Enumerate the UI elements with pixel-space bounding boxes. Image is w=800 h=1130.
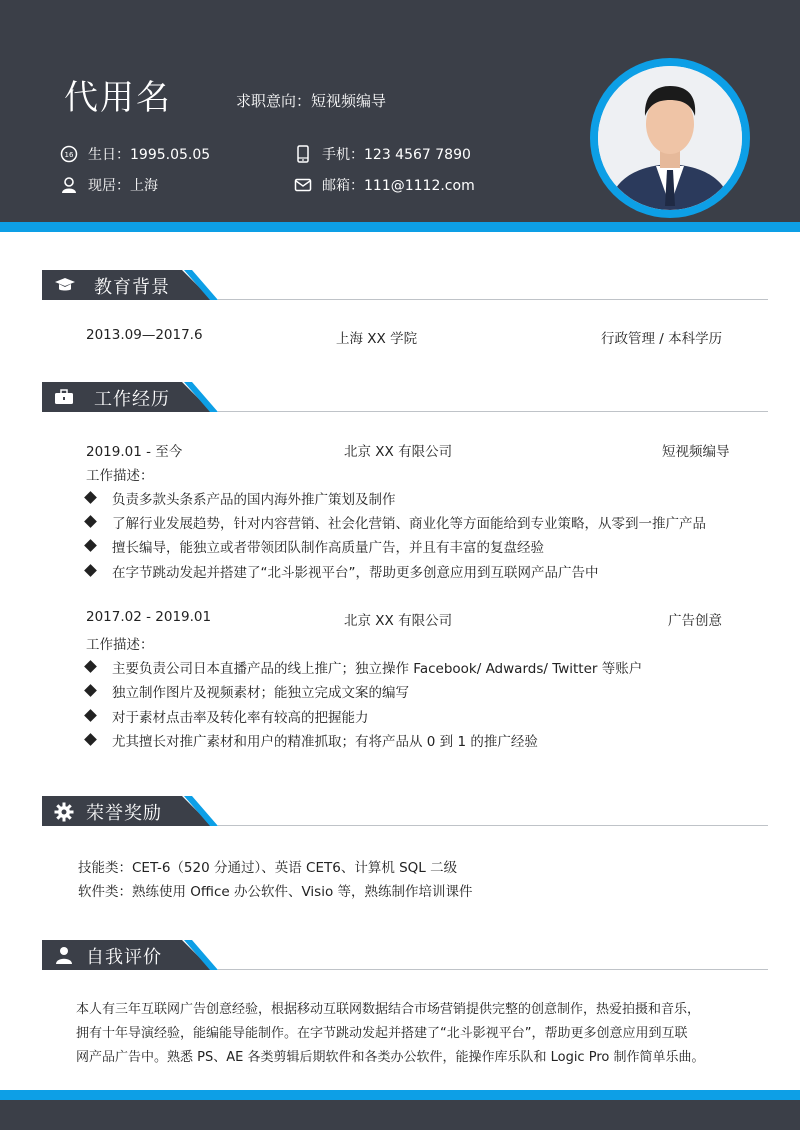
job-duty: 负责多款头条系产品的国内海外推广策划及制作 — [112, 492, 396, 508]
job-duty: 尤其擅长对推广素材和用户的精准抓取；有将产品从 0 到 1 的推广经验 — [112, 734, 538, 750]
honors-section-header — [42, 796, 768, 828]
residence-text: 现居：上海 — [88, 178, 158, 194]
education-school: 上海 XX 学院 — [336, 331, 418, 347]
job-desc-label: 工作描述： — [86, 637, 154, 653]
footer-bar — [0, 1100, 800, 1130]
birthday-icon — [60, 145, 78, 163]
email-text: 邮箱：111@1112.com — [322, 178, 475, 194]
profile-photo — [598, 66, 742, 210]
candidate-name: 代用名 — [64, 78, 172, 118]
diamond-bullet-icon — [84, 539, 97, 552]
mail-icon — [294, 176, 312, 194]
person-icon — [54, 946, 74, 964]
job-duty: 在字节跳动发起并搭建了“北斗影视平台”，帮助更多创意应用到互联网产品广告中 — [112, 565, 599, 581]
diamond-bullet-icon — [84, 660, 97, 673]
section-title: 教育背景 — [94, 277, 170, 298]
birth-info — [60, 144, 210, 164]
self-eval-line: 拥有十年导演经验，能编能导能制作。在字节跳动发起并搭建了“北斗影视平台”，帮助更多创意应用到互联 — [76, 1026, 688, 1041]
svg-text:16: 16 — [64, 151, 74, 159]
diamond-bullet-icon — [84, 709, 97, 722]
job-period: 2017.02 - 2019.01 — [86, 609, 212, 625]
job-duty: 了解行业发展趋势，针对内容营销、社会化营销、商业化等方面能给到专业策略，从零到一推广产品 — [112, 516, 706, 532]
job-duty: 主要负责公司日本直播产品的线上推广；独立操作 Facebook/ Adwards/ Twitter 等账户 — [112, 661, 643, 677]
honor-software: 软件类：熟练使用 Office 办公软件、Visio 等，熟练制作培训课件 — [78, 884, 473, 900]
residence-info — [60, 175, 158, 195]
graduation-cap-icon — [54, 276, 74, 294]
header-accent-stripe — [0, 222, 800, 232]
self-section-header — [42, 940, 768, 972]
section-title: 自我评价 — [86, 947, 162, 968]
section-title: 工作经历 — [94, 389, 170, 410]
job-duty: 擅长编导，能独立或者带领团队制作高质量广告，并且有丰富的复盘经验 — [112, 540, 544, 556]
education-major: 行政管理 / 本科学历 — [601, 331, 723, 347]
self-eval-line: 网产品广告中。熟悉 PS、AE 各类剪辑后期软件和各类办公软件，能操作库乐队和 Logic Pro 制作简单乐曲。 — [76, 1050, 705, 1065]
education-section-header — [42, 270, 768, 302]
work-section-header — [42, 382, 768, 414]
phone-info — [294, 144, 471, 164]
self-eval-line: 本人有三年互联网广告创意经验，根据移动互联网数据结合市场营销提供完整的创意制作，热爱拍摄和音乐， — [76, 1002, 701, 1017]
footer-accent-stripe — [0, 1090, 800, 1100]
job-company: 北京 XX 有限公司 — [344, 613, 453, 629]
user-icon — [60, 176, 78, 194]
job-role: 短视频编导 — [662, 444, 730, 460]
job-role: 广告创意 — [668, 613, 722, 629]
job-period: 2019.01 - 至今 — [86, 444, 183, 460]
job-desc-label: 工作描述： — [86, 468, 154, 484]
job-company: 北京 XX 有限公司 — [344, 444, 453, 460]
gear-icon — [54, 802, 74, 820]
briefcase-icon — [54, 388, 74, 406]
honor-skills: 技能类：CET-6（520 分通过）、英语 CET6、计算机 SQL 二级 — [78, 860, 458, 876]
job-duty: 独立制作图片及视频素材；能独立完成文案的编写 — [112, 685, 409, 701]
diamond-bullet-icon — [84, 564, 97, 577]
job-intent: 求职意向：短视频编导 — [236, 92, 387, 110]
diamond-bullet-icon — [84, 733, 97, 746]
diamond-bullet-icon — [84, 515, 97, 528]
diamond-bullet-icon — [84, 684, 97, 697]
email-info — [294, 175, 475, 195]
birth-text: 生日：1995.05.05 — [88, 147, 211, 163]
job-duty: 对于素材点击率及转化率有较高的把握能力 — [112, 710, 369, 726]
phone-icon — [294, 145, 312, 163]
phone-text: 手机：123 4567 7890 — [322, 147, 471, 163]
education-period: 2013.09—2017.6 — [86, 327, 203, 343]
diamond-bullet-icon — [84, 491, 97, 504]
section-title: 荣誉奖励 — [86, 803, 162, 824]
